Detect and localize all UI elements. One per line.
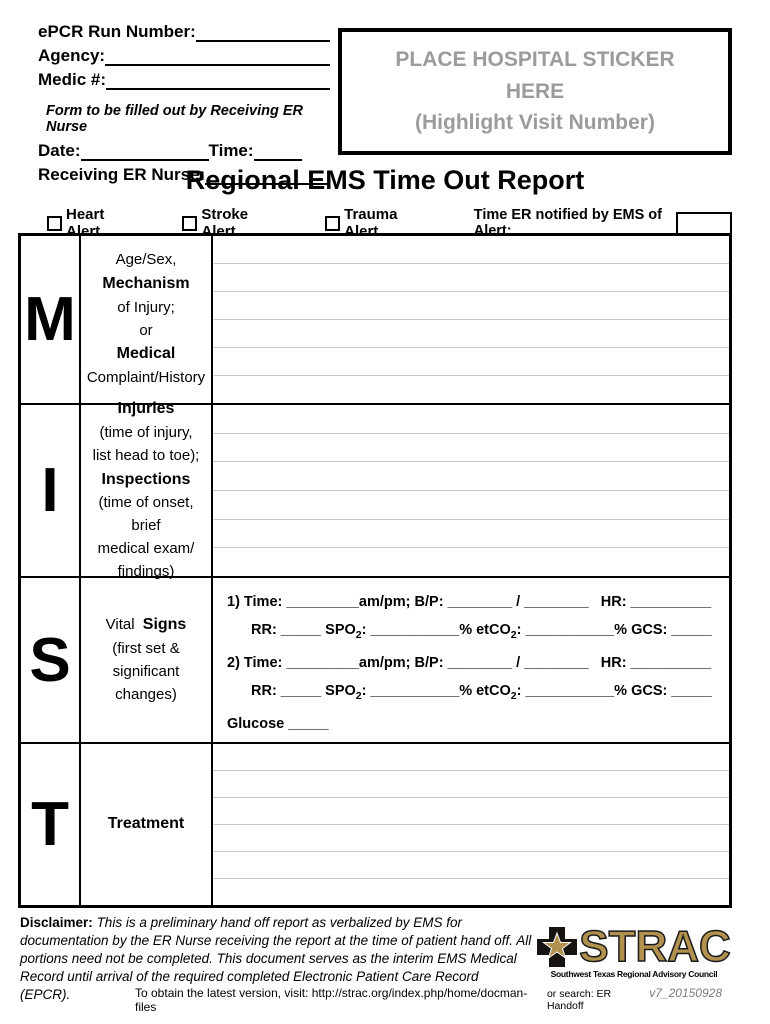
sticker-line-2: HERE (505, 79, 565, 103)
description-line: or (139, 321, 153, 339)
receiving-nurse-label: Receiving ER Nurse: (38, 165, 206, 184)
medic-number-row (38, 66, 330, 90)
footer-search-text: or search: ER Handoff (546, 988, 612, 1012)
heart-alert-label: Heart Alert (66, 206, 105, 240)
nurse-instruction-note: Form to be filled out by Receiving ER Nurse (46, 103, 303, 135)
form-version: v7_20150928 (649, 986, 722, 1000)
letter-i: I (21, 405, 81, 578)
epcr-run-number-input[interactable] (196, 23, 330, 42)
description-line: Complaint/History (86, 368, 206, 386)
vitals-set2-line1: 2) Time: _________am/pm; B/P: ________ / ________ HR: __________ (227, 654, 712, 671)
writing-line (213, 548, 729, 576)
texas-cross-icon (537, 927, 577, 967)
sticker-line-1: PLACE HOSPITAL STICKER (395, 48, 675, 72)
medic-number-input[interactable] (106, 71, 330, 90)
disclaimer-label: Disclaimer: (20, 915, 93, 930)
description-line: significant changes) (112, 662, 180, 703)
footer-version-link-text: To obtain the latest version, visit: http://strac.org/index.php/home/docman-files (135, 986, 528, 1014)
writing-line (213, 320, 729, 348)
glucose-field: Glucose _____ (227, 715, 329, 732)
description-line: Mechanism (102, 275, 190, 293)
description-line: (first set & (112, 639, 180, 657)
date-time-row (38, 137, 330, 161)
description-line: (time of injury, (99, 423, 193, 441)
writing-line (213, 491, 729, 520)
agency-input[interactable] (105, 47, 330, 66)
writing-line (213, 292, 729, 320)
writing-line (213, 744, 729, 771)
sticker-line-3: (Highlight Visit Number) (415, 111, 655, 135)
description-line: Treatment (107, 815, 185, 833)
date-input[interactable] (81, 142, 209, 161)
mechanism-notes-area[interactable] (213, 236, 729, 405)
mist-table (18, 233, 732, 908)
strac-logo (536, 922, 732, 979)
heart-alert-checkbox[interactable] (47, 216, 62, 231)
description-line: list head to toe); (92, 446, 200, 464)
vitals-set1-line1: 1) Time: _________am/pm; B/P: ________ / ________ HR: __________ (227, 594, 712, 610)
stroke-alert-label: Stroke Alert (201, 206, 249, 240)
vitals-set1-line2: RR: _____ $SPO_2$: ___________% etCO$_2$: ___________% GCS: _____ (251, 622, 712, 641)
time-label: Time: (208, 141, 254, 160)
writing-line (213, 405, 729, 434)
writing-line (213, 879, 729, 905)
page-title: Regional EMS Time Out Report (185, 165, 585, 195)
writing-line (213, 825, 729, 852)
description-line: findings) (117, 562, 175, 580)
treatment-notes-area[interactable] (213, 744, 729, 905)
description-line: of Injury; (117, 298, 175, 316)
writing-line (213, 264, 729, 292)
trauma-alert-checkbox[interactable] (325, 216, 340, 231)
strac-wordmark: STRAC (579, 922, 731, 971)
er-notified-time-input[interactable] (676, 212, 732, 235)
letter-m: M (21, 236, 81, 405)
treatment-description (81, 744, 213, 905)
stroke-alert-checkbox[interactable] (182, 216, 197, 231)
writing-line (213, 798, 729, 825)
agency-row (38, 42, 330, 66)
trauma-alert-label: Trauma Alert (344, 206, 398, 240)
injuries-notes-area[interactable] (213, 405, 729, 578)
hospital-sticker-box (338, 28, 732, 155)
mechanism-description (81, 236, 213, 405)
epcr-run-number-label: ePCR Run Number: (38, 22, 196, 41)
writing-line (213, 376, 729, 403)
footer (0, 986, 770, 1014)
description-line: medical exam/ (97, 539, 195, 557)
description-line: Vital Signs (105, 616, 187, 634)
letter-t: T (21, 744, 81, 905)
writing-line (213, 462, 729, 491)
disclaimer-body: This is a preliminary hand off report as verbalized by EMS for documentation by the ER Nurse receiving the report at the time of patient hand off. All portions need not be completed. This document serves as the interim EMS Medical Record until arrival of the required completed Electronic Patient Care Record (EPCR). (20, 915, 532, 1002)
writing-line (213, 236, 729, 264)
writing-line (213, 771, 729, 798)
writing-line (213, 348, 729, 376)
medic-number-label: Medic #: (38, 70, 107, 89)
description-line: (time of onset, brief (98, 494, 194, 534)
writing-line (213, 852, 729, 879)
header-fields (38, 18, 330, 185)
writing-line (213, 434, 729, 463)
strac-logo-top (536, 922, 732, 971)
letter-s: S (21, 578, 81, 744)
strac-tagline: Southwest Texas Regional Advisory Council (550, 969, 718, 979)
vitals-set2-line2: RR: _____ $SPO_2$: ___________% etCO$_2$: ___________% GCS: _____ (251, 682, 712, 702)
vitals-area[interactable] (213, 578, 729, 744)
time-input[interactable] (254, 142, 302, 161)
description-line: Inspections (101, 470, 191, 488)
description-line: Age/Sex, (115, 251, 177, 269)
description-line: Injuries (117, 400, 175, 418)
agency-label: Agency: (38, 46, 106, 65)
vital-signs-description (81, 578, 213, 744)
description-line: Medical (116, 345, 176, 363)
er-notified-label: Time ER notified by EMS of Alert: (473, 207, 662, 239)
date-label: Date: (38, 141, 81, 160)
injuries-description (81, 400, 213, 580)
writing-line (213, 520, 729, 549)
epcr-run-number-row (38, 18, 330, 42)
